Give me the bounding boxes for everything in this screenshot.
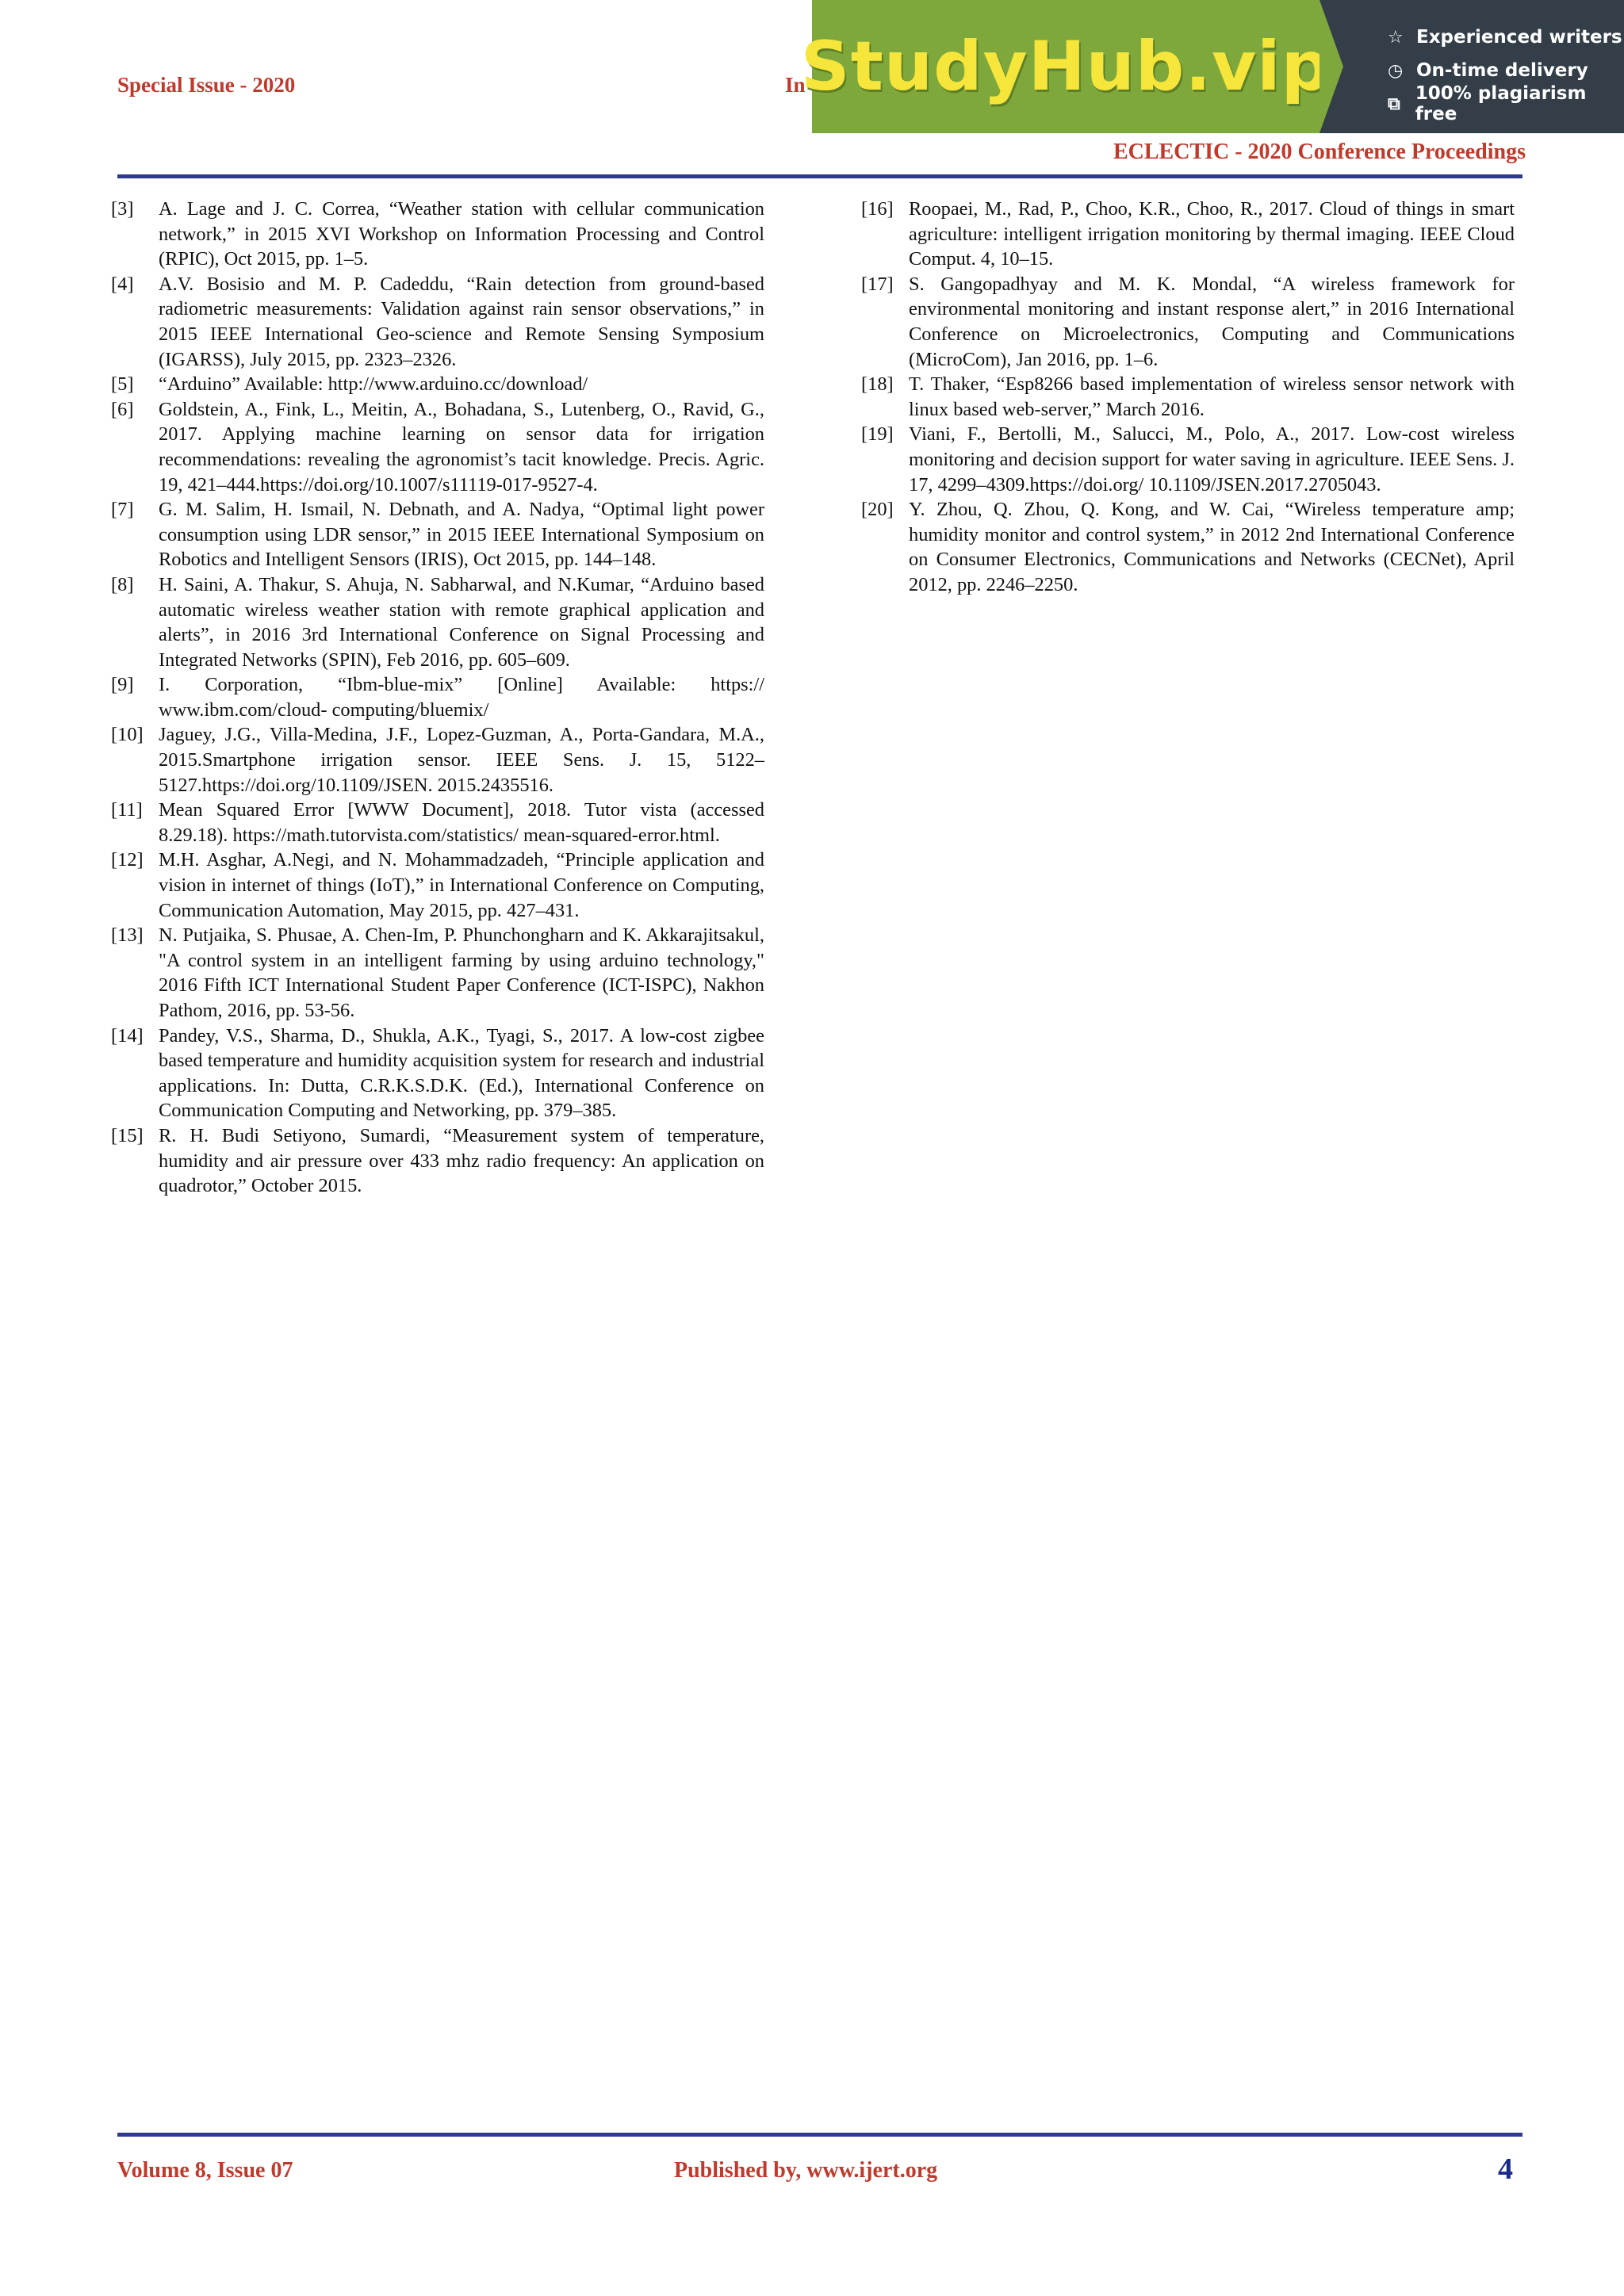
- reference-text: Viani, F., Bertolli, M., Salucci, M., Polo, A., 2017. Low-cost wireless monitoring and decision support for water saving in agriculture. IEEE Sens. J. 17, 4299–4309.https://doi.org/ 10.1109/JSEN.2017.2705043.: [909, 423, 1515, 496]
- feature-label: Experienced writers: [1416, 27, 1622, 48]
- copy-icon: ⧉: [1388, 94, 1400, 114]
- reference-item: [861, 272, 1515, 372]
- reference-number: [14]: [111, 1024, 144, 1047]
- page-number: 4: [1498, 2152, 1513, 2186]
- reference-text: M.H. Asghar, A.Negi, and N. Mohammadzadeh, “Principle application and vision in internet of things (IoT),” in International Conference on Computing, Communication Automation, May 2015, pp. 427–431.: [159, 849, 764, 921]
- reference-number: [5]: [111, 373, 134, 396]
- reference-text: “Arduino” Available: http://www.arduino.cc/download/: [159, 373, 588, 396]
- reference-number: [10]: [111, 724, 144, 746]
- header-rule: [117, 174, 1522, 178]
- feature-experienced-writers: [1388, 21, 1624, 54]
- reference-item: [111, 672, 764, 722]
- reference-item: [111, 272, 764, 372]
- reference-text: I. Corporation, “Ibm-blue-mix” [Online] Available: https:// www.ibm.com/cloud- computing/bluemix/: [159, 674, 764, 721]
- reference-item: [111, 1123, 764, 1199]
- reference-number: [9]: [111, 674, 134, 696]
- reference-number: [15]: [111, 1124, 144, 1146]
- reference-item: [111, 923, 764, 1023]
- reference-item: [111, 197, 764, 272]
- footer-rule: [117, 2133, 1522, 2137]
- reference-number: [17]: [861, 273, 894, 295]
- reference-item: [861, 372, 1515, 422]
- reference-text: N. Putjaika, S. Phusae, A. Chen-Im, P. Phunchongharn and K. Akkarajitsakul, "A control system in an intelligent farming by using arduino technology," 2016 Fifth ICT International Student Paper Conference (ICT-ISPC), Nakhon Pathom, 2016, pp. 53-56.: [159, 924, 764, 1021]
- reference-item: [861, 422, 1515, 497]
- reference-text: A.V. Bosisio and M. P. Cadeddu, “Rain detection from ground-based radiometric measurements: Validation against rain sensor observations,” in 2015 IEEE International Geo-science and Remote Sensing Symposium (IGARSS), July 2015, pp. 2323–2326.: [159, 273, 764, 370]
- feature-label: 100% plagiarism free: [1415, 83, 1587, 124]
- feature-label: On-time delivery: [1416, 60, 1588, 81]
- reference-number: [11]: [111, 799, 143, 821]
- footer-volume: Volume 8, Issue 07: [117, 2158, 293, 2183]
- reference-number: [7]: [111, 499, 134, 521]
- reference-item: [111, 848, 764, 923]
- references-column-right: [861, 197, 1515, 598]
- reference-text: S. Gangopadhyay and M. K. Mondal, “A wireless framework for environmental monitoring and instant response alert,” in 2016 International Conference on Microelectronics, Computing and Communications (MicroCom), Jan 2016, pp. 1–6.: [909, 273, 1515, 370]
- references-column-left: [111, 197, 764, 1199]
- reference-number: [4]: [111, 273, 134, 295]
- reference-text: Mean Squared Error [WWW Document], 2018. Tutor vista (accessed 8.29.18). https://math.tutorvista.com/statistics/ mean-squared-error.html.: [159, 799, 764, 846]
- feature-plagiarism-free: [1388, 83, 1624, 124]
- feature-on-time-delivery: [1388, 54, 1624, 87]
- banner-logo[interactable]: StudyHub.vip: [800, 27, 1331, 106]
- reference-text: Roopaei, M., Rad, P., Choo, K.R., Choo, R., 2017. Cloud of things in smart agriculture: intelligent irrigation monitoring by thermal imaging. IEEE Cloud Comput. 4, 10–15.: [909, 198, 1515, 270]
- reference-text: Jaguey, J.G., Villa-Medina, J.F., Lopez-Guzman, A., Porta-Gandara, M.A., 2015.Smartphone irrigation sensor. IEEE Sens. J. 15, 5122–5127.https://doi.org/10.1109/JSEN. 2015.2435516.: [159, 724, 764, 796]
- reference-number: [3]: [111, 198, 134, 220]
- reference-text: Y. Zhou, Q. Zhou, Q. Kong, and W. Cai, “Wireless temperature amp; humidity monitor and control system,” in 2012 2nd International Conference on Consumer Electronics, Communications and Networks (CECNet), April 2012, pp. 2246–2250.: [909, 499, 1515, 595]
- reference-text: A. Lage and J. C. Correa, “Weather station with cellular communication network,” in 2015 XVI Workshop on Information Processing and Control (RPIC), Oct 2015, pp. 1–5.: [159, 198, 764, 270]
- header-journal-title: In: [785, 73, 806, 97]
- reference-item: [861, 197, 1515, 272]
- reference-text: H. Saini, A. Thakur, S. Ahuja, N. Sabharwal, and N.Kumar, “Arduino based automatic wireless weather station with remote graphical application and alerts”, in 2016 3rd International Conference on Signal Processing and Integrated Networks (SPIN), Feb 2016, pp. 605–609.: [159, 573, 764, 671]
- studyhub-banner[interactable]: [800, 0, 1624, 133]
- reference-number: [8]: [111, 573, 134, 595]
- reference-number: [6]: [111, 398, 134, 420]
- reference-item: [111, 397, 764, 497]
- header-special-issue: Special Issue - 2020: [117, 73, 296, 97]
- reference-item: [111, 1024, 764, 1123]
- banner-features: [1320, 0, 1624, 133]
- star-icon: ☆: [1388, 27, 1404, 48]
- clock-icon: ◷: [1388, 60, 1404, 81]
- reference-text: Goldstein, A., Fink, L., Meitin, A., Bohadana, S., Lutenberg, O., Ravid, G., 2017. Applying machine learning on sensor data for irrigation recommendations: revealing the agronomist’s tacit knowledge. Precis. Agric. 19, 421–444.https://doi.org/10.1007/s11119-017-9527-4.: [159, 398, 764, 496]
- reference-item: [111, 798, 764, 848]
- reference-number: [18]: [861, 373, 894, 396]
- footer-publisher: Published by, www.ijert.org: [674, 2158, 938, 2183]
- reference-number: [12]: [111, 849, 144, 871]
- header-conference: ECLECTIC - 2020 Conference Proceedings: [1113, 140, 1526, 164]
- reference-item: [111, 722, 764, 798]
- reference-item: [111, 572, 764, 672]
- banner-logo-panel[interactable]: [800, 0, 1331, 133]
- reference-text: Pandey, V.S., Sharma, D., Shukla, A.K., Tyagi, S., 2017. A low-cost zigbee based temperature and humidity acquisition system for research and industrial applications. In: Dutta, C.R.K.S.D.K. (Ed.), International Conference on Communication Computing and Networking, pp. 379–385.: [159, 1024, 764, 1122]
- reference-item: [111, 497, 764, 572]
- reference-number: [19]: [861, 423, 894, 446]
- reference-item: [861, 497, 1515, 597]
- reference-number: [13]: [111, 924, 144, 947]
- reference-number: [20]: [861, 499, 894, 521]
- reference-text: T. Thaker, “Esp8266 based implementation of wireless sensor network with linux based web-server,” March 2016.: [909, 373, 1515, 420]
- reference-text: R. H. Budi Setiyono, Sumardi, “Measurement system of temperature, humidity and air pressure over 433 mhz radio frequency: An application on quadrotor,” October 2015.: [159, 1124, 764, 1197]
- reference-text: G. M. Salim, H. Ismail, N. Debnath, and A. Nadya, “Optimal light power consumption using LDR sensor,” in 2015 IEEE International Symposium on Robotics and Intelligent Sensors (IRIS), Oct 2015, pp. 144–148.: [159, 499, 764, 571]
- reference-number: [16]: [861, 198, 894, 220]
- reference-item: [111, 372, 764, 397]
